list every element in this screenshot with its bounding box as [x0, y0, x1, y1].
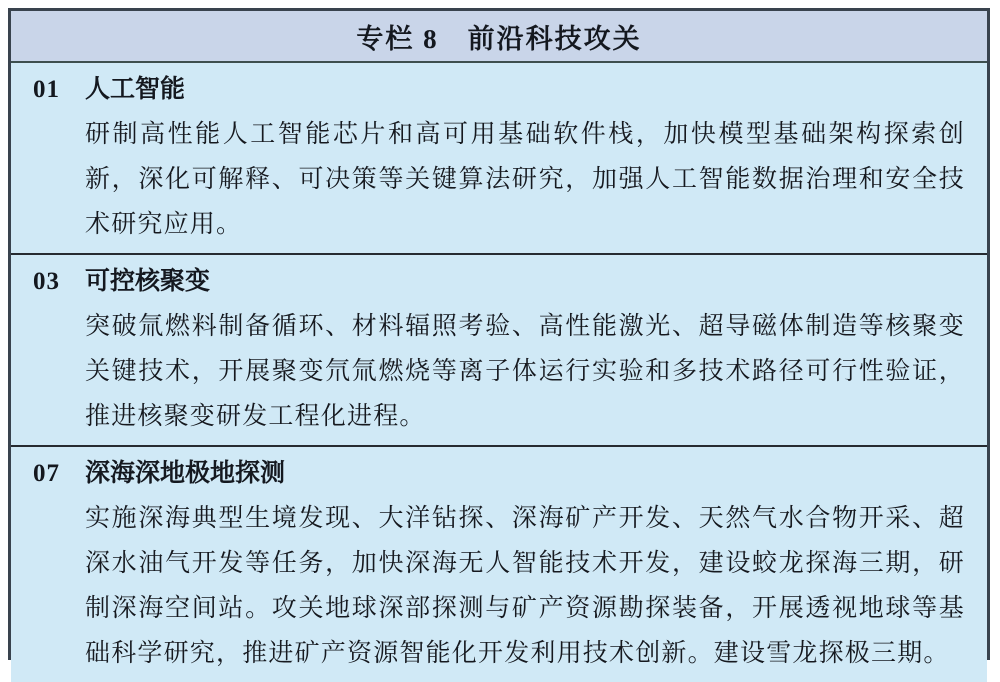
section-body: 研制高性能人工智能芯片和高可用基础软件栈，加快模型基础架构探索创新，深化可解释、可决策等关键算法研究，加强人工智能数据治理和安全技术研究应用。	[85, 121, 965, 238]
section-heading: 人工智能	[85, 76, 186, 103]
section-number: 07	[33, 460, 60, 487]
section-number: 01	[33, 76, 60, 103]
section-row-fusion	[11, 253, 987, 445]
section-body: 突破氚燃料制备循环、材料辐照考验、高性能激光、超导磁体制造等核聚变关键技术，开展聚变氘氚燃烧等离子体运行实验和多技术路径可行性验证，推进核聚变研发工程化进程。	[85, 313, 965, 430]
section-heading: 深海深地极地探测	[85, 460, 286, 487]
section-header	[33, 451, 965, 496]
section-body: 实施深海典型生境发现、大洋钻探、深海矿产开发、天然气水合物开采、超深水油气开发等任务，加快深海无人智能技术开发，建设蛟龙探海三期，研制深海空间站。攻关地球深部探测与矿产资源勘探装备，开展透视地球等基础科学研究，推进矿产资源智能化开发利用技术创新。建设雪龙探极三期。	[85, 505, 965, 667]
section-header	[33, 259, 965, 304]
section-row-ai	[11, 63, 987, 253]
section-header	[33, 67, 965, 112]
panel-title: 专栏 8 前沿科技攻关	[11, 11, 987, 63]
policy-column-panel	[8, 8, 990, 667]
section-number: 03	[33, 268, 60, 295]
section-heading: 可控核聚变	[85, 268, 211, 295]
section-row-deep-exploration	[11, 445, 987, 682]
